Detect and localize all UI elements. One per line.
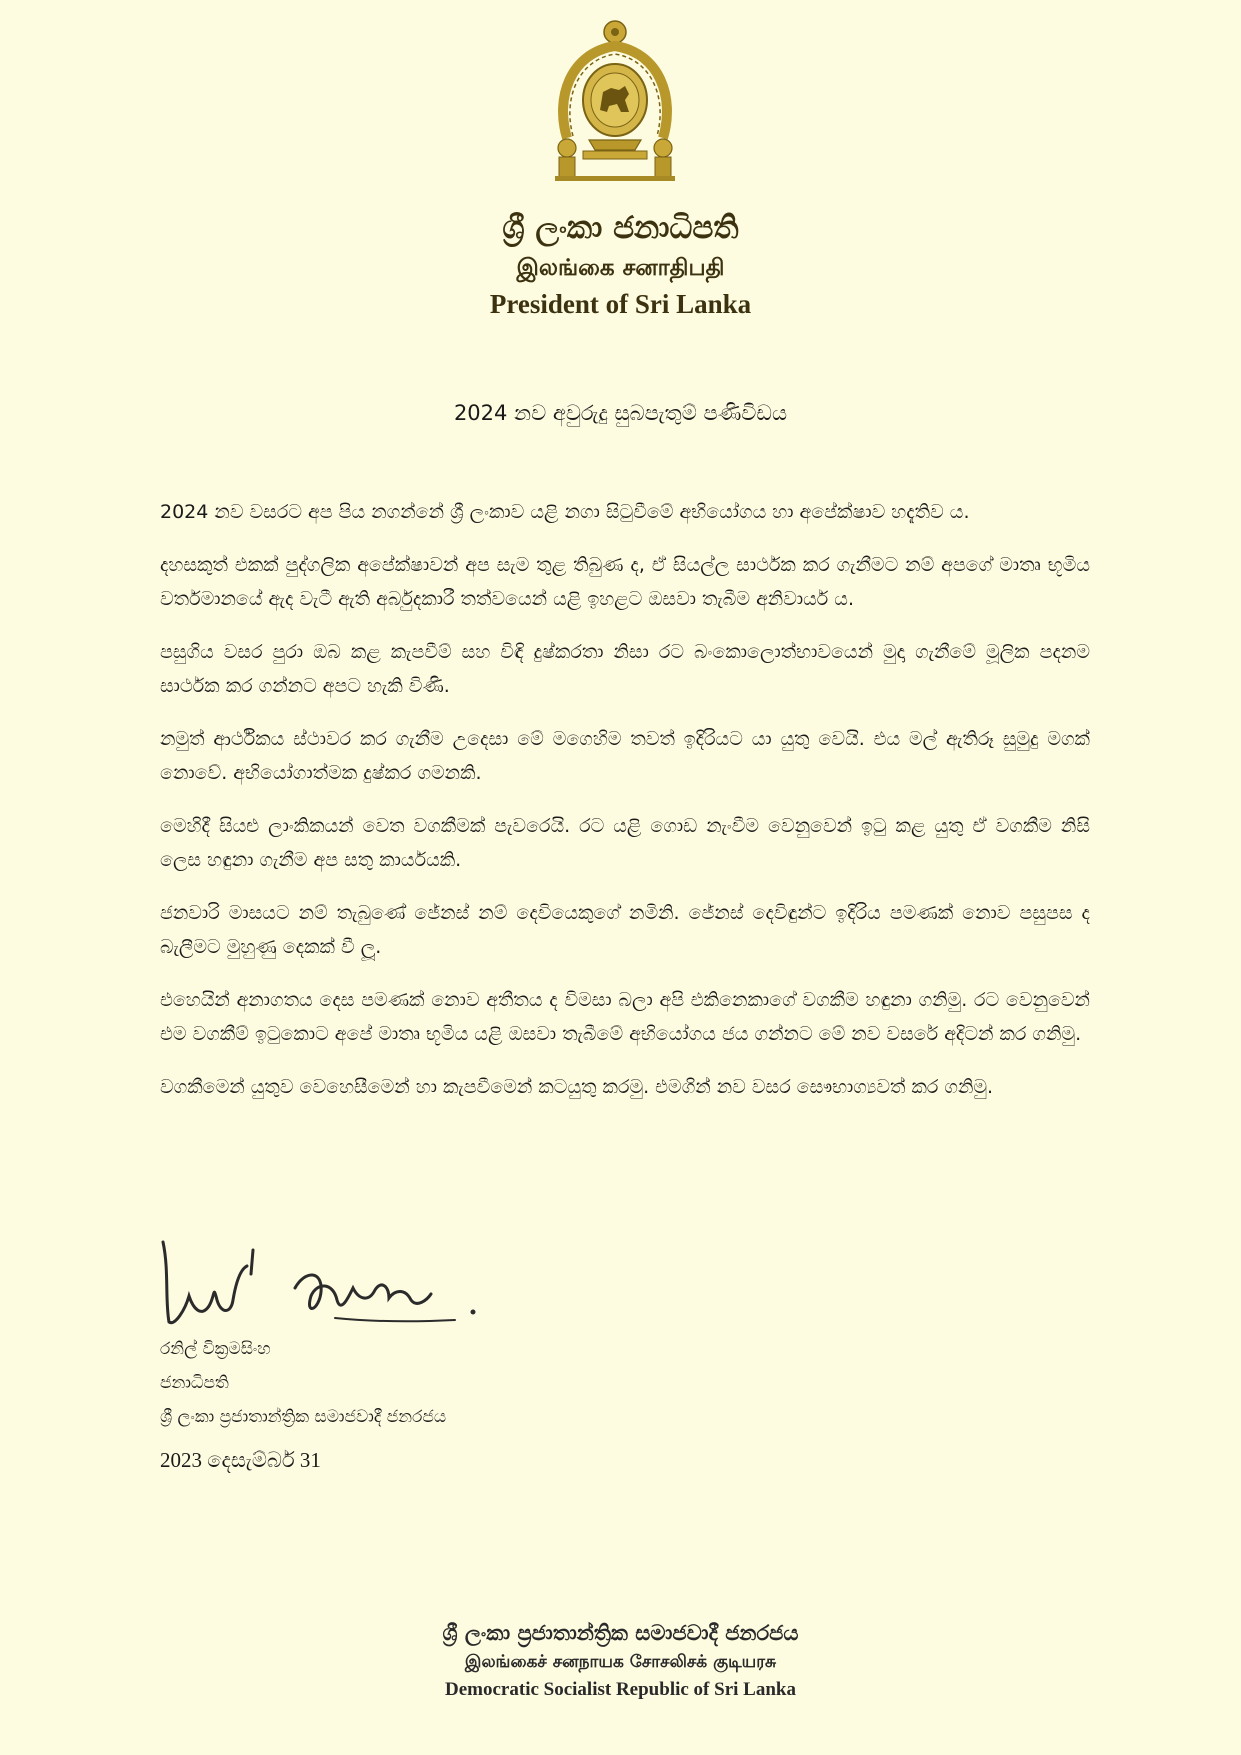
message-body [160, 495, 1090, 1123]
national-emblem-icon [545, 18, 685, 183]
signatory-country: ශ්‍රී ලංකා ප්‍රජාතාන්ත්‍රික සමාජවාදී ජනරජය [160, 1407, 447, 1427]
footer [0, 1618, 1241, 1704]
signatory-block [160, 1332, 446, 1434]
paragraph: නමුත් ආර්ථිකය ස්ථාවර කර ගැනීම උදෙසා මේ මගෙහිම තවත් ඉදිරියට යා යුතු වෙයි. එය මල් ඇතිරූ සුමුදු මගක් නොවේ. අභියෝගාත්මක දුෂ්කර ගමනකි. [160, 728, 1090, 784]
signatory-name: රනිල් වික්‍රමසිංහ [160, 1339, 271, 1359]
handwritten-signature [155, 1230, 495, 1335]
paragraph: පසුගිය වසර පුරා ඔබ කළ කැපවීම් සහ විඳි දුෂ්කරතා නිසා රට බංකොලොත්භාවයෙන් මුදා ගැනීමේ මූලික පදනම සාර්ථක කර ගන්නට අපට හැකි විණි. [160, 641, 1090, 697]
signatory-role: ජනාධිපති [160, 1373, 229, 1393]
footer-english: Democratic Socialist Republic of Sri Lanka [445, 1679, 796, 1700]
letterhead-sinhala: ශ්‍රී ලංකා ජනාධිපති [502, 210, 739, 246]
letterhead-tamil: இலங்கை சனாதிபதி [516, 255, 725, 281]
paragraph: මෙහිදී සියළු ලාංකිකයන් වෙත වගකීමක් පැවරෙයි. රට යළි ගොඩ නැංවීම වෙනුවෙන් ඉටු කළ යුතු ඒ වගකීම නිසි ලෙස හඳුනා ගැනීම අප සතු කාර්යයකි. [160, 815, 1090, 871]
letterhead [0, 208, 1241, 322]
footer-tamil: இலங்கைச் சனநாயக சோசலிசக் குடியரசு [464, 1652, 777, 1672]
footer-sinhala: ශ්‍රී ලංකා ප්‍රජාතාන්ත්‍රික සමාජවාදී ජනරජය [442, 1621, 799, 1645]
paragraph: වගකීමෙන් යුතුව වෙහෙසීමෙන් හා කැපවීමෙන් කටයුතු කරමු. එමගින් නව වසර සෞභාග්‍යවත් කර ගනිමු. [160, 1076, 994, 1098]
paragraph: ජනවාරි මාසයට නම් තැබුණේ ජේනස් නම් දෙවියෙකුගේ නමිනි. ජේනස් දෙවිඳුන්ට ඉදිරිය පමණක් නොව පසුපස ද බැලීමට මුහුණු දෙකක් වී ලූ. [160, 902, 1090, 958]
paragraph: දහසකුත් එකක් පුද්ගලික අපේක්ෂාවන් අප සැම තුළ තිබුණ ද, ඒ සියල්ල සාර්ථක කර ගැනීමට නම් අපගේ මාතෘ භූමිය වර්තමානයේ ඇද වැටී ඇති අර්බුදකාරී තත්වයෙන් යළි ඉහළට ඔසවා තැබීම අනිවාර්ය ය. [160, 554, 1090, 610]
message-title: 2024 නව අවුරුදු සුබපැතුම් පණිවිඩය [453, 401, 788, 425]
letterhead-english: President of Sri Lanka [489, 289, 752, 319]
paragraph: 2024 නව වසරට අප පිය නගන්නේ ශ්‍රී ලංකාව යළි නගා සිටුවීමේ අභියෝගය හා අපේක්ෂාව හදැතිව ය. [160, 501, 970, 523]
paragraph: එහෙයින් අනාගතය දෙස පමණක් නොව අතීතය ද විමසා බලා අපි එකිනෙකාගේ වගකීම හඳුනා ගනිමු. රට වෙනුවෙන් එම වගකීම් ඉටුකොට අපේ මාතෘ භූමිය යළි ඔසවා තැබීමේ අභියෝගය ජය ගන්නට මේ නව වසරේ අදිටන් කර ගනිමු. [160, 989, 1090, 1045]
letter-date: 2023 දෙසැම්බර් 31 [160, 1448, 321, 1472]
